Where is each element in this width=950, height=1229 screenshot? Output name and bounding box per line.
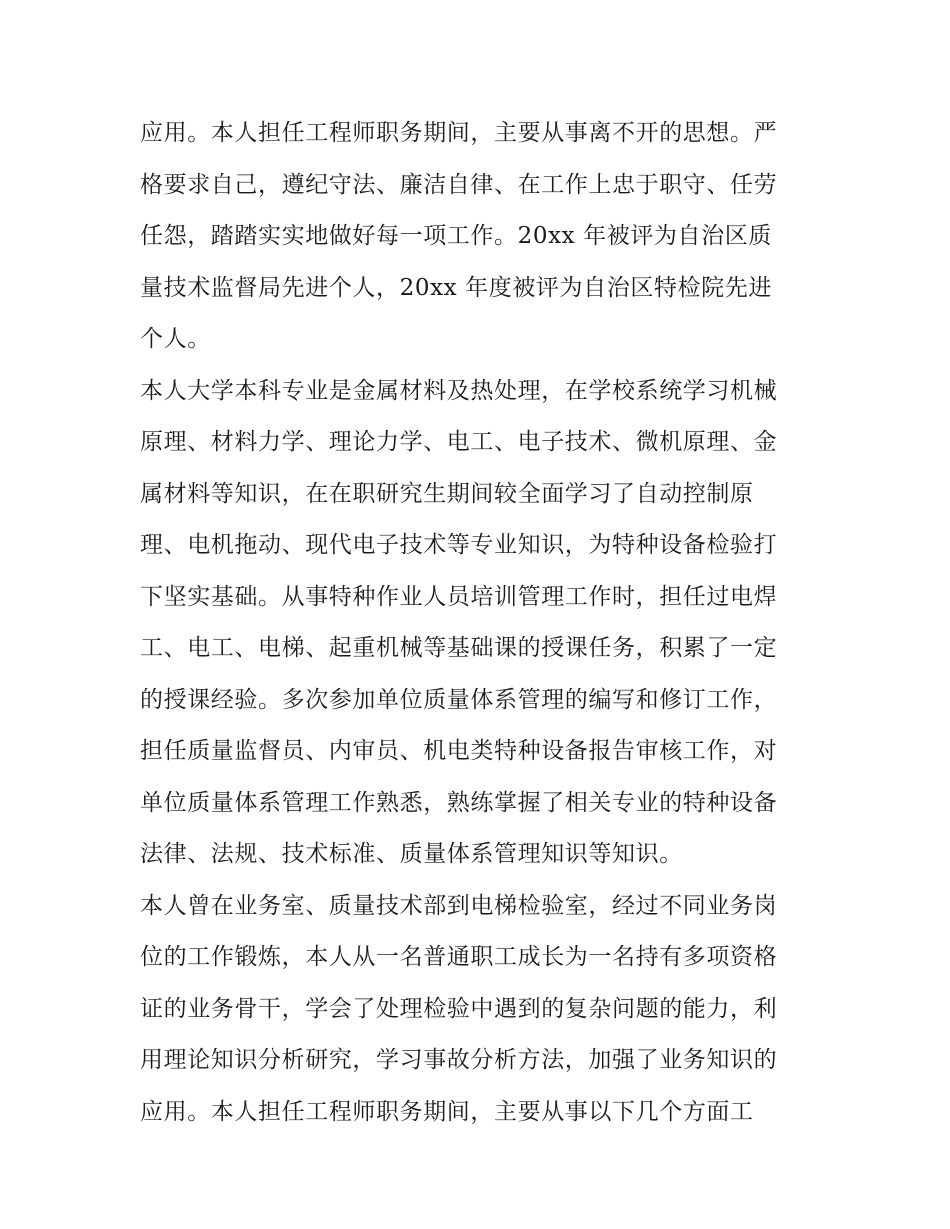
text-line: 格要求自己，遵纪守法、廉洁自律、在工作上忠于职守、任劳: [140, 171, 778, 198]
text-line: 个人。: [140, 326, 211, 352]
text-line: 属材料等知识，在在职研究生期间较全面学习了自动控制原: [140, 480, 754, 507]
text-line: 工、电工、电梯、起重机械等基础课的授课任务，积累了一定: [140, 635, 778, 661]
text-line: 应用。本人担任工程师职务期间，主要从事离不开的思想。严: [140, 120, 778, 146]
text-line: 担任质量监督员、内审员、机电类特种设备报告审核工作，对: [140, 738, 778, 764]
text-line: 本人大学本科专业是金属材料及热处理，在学校系统学习机械: [140, 377, 778, 404]
text-line: 证的业务骨干，学会了处理检验中遇到的复杂问题的能力，利: [140, 995, 778, 1022]
text-line: 本人曾在业务室、质量技术部到电梯检验室，经过不同业务岗: [140, 892, 778, 919]
text-line: 单位质量体系管理工作熟悉，熟练掌握了相关专业的特种设备: [140, 789, 778, 816]
text-line: 用理论知识分析研究，学习事故分析方法，加强了业务知识的: [140, 1047, 778, 1073]
document-body: [140, 108, 830, 1138]
text-line: 任怨，踏踏实实地做好每一项工作。20xx 年被评为自治区质: [140, 223, 772, 249]
text-line: 理、电机拖动、现代电子技术等专业知识，为特种设备检验打: [140, 532, 778, 558]
text-line: 法律、法规、技术标准、质量体系管理知识等知识。: [140, 841, 683, 867]
text-line: 下坚实基础。从事特种作业人员培训管理工作时，担任过电焊: [140, 583, 778, 610]
text-line: 的授课经验。多次参加单位质量体系管理的编写和修订工作，: [140, 686, 778, 713]
text-line: 位的工作锻炼，本人从一名普通职工成长为一名持有多项资格: [140, 944, 778, 970]
text-line: 原理、材料力学、理论力学、电工、电子技术、微机原理、金: [140, 429, 778, 455]
text-line: 应用。本人担任工程师职务期间，主要从事以下几个方面工: [140, 1098, 754, 1125]
text-line: 量技术监督局先进个人，20xx 年度被评为自治区特检院先进: [140, 274, 772, 301]
